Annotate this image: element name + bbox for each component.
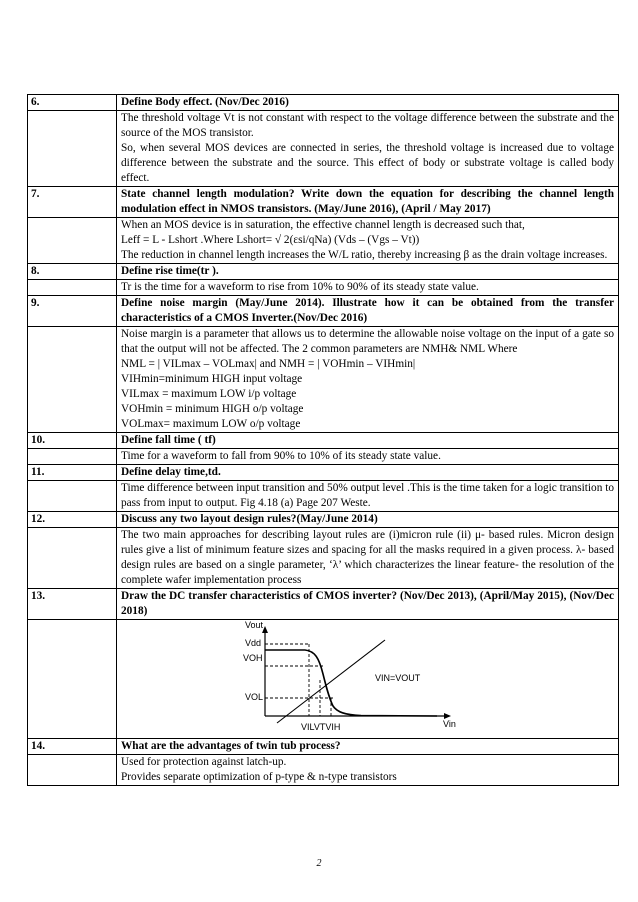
question-text: Define noise margin (May/June 2014). Illustrate how it can be obtained from the transfer characteristics of a CMOS Inverter.(Nov/Dec 2016): [117, 296, 619, 327]
answer-text: [117, 280, 619, 296]
question-number: 6.: [28, 95, 117, 111]
question-number: 8.: [28, 264, 117, 280]
question-text: Define Body effect. (Nov/Dec 2016): [117, 95, 619, 111]
qa-sheet: [27, 94, 619, 786]
answer-line: When an MOS device is in saturation, the effective channel length is decreased such that,: [121, 219, 525, 231]
qa-table: [27, 94, 619, 786]
question-number: 13.: [28, 589, 117, 620]
blank-cell: [28, 218, 117, 264]
answer-line: Noise margin is a parameter that allows us to determine the allowable noise voltage on the input of a gate so that the output will not be affected. The 2 common parameters are NMH& NML Where: [121, 328, 614, 355]
answer-row: [28, 280, 619, 296]
question-row: [28, 465, 619, 481]
answer-line: VOHmin = minimum HIGH o/p voltage: [121, 403, 304, 415]
answer-line: Tr is the time for a waveform to rise from 10% to 90% of its steady state value.: [121, 281, 479, 293]
answer-line: So, when several MOS devices are connected in series, the threshold voltage is increased due to voltage difference between the substrate and the source. This effect of body or substrate voltage is called body effect.: [121, 142, 614, 184]
blank-cell: [28, 449, 117, 465]
question-number: 14.: [28, 739, 117, 755]
threshold-labels: VILVTVIH: [301, 722, 341, 732]
answer-line: The reduction in channel length increases the W/L ratio, thereby increasing β as the drain voltage increases.: [121, 249, 608, 261]
blank-cell: [28, 111, 117, 187]
blank-cell: [28, 327, 117, 433]
vol-label: VOL: [245, 692, 264, 702]
answer-text: [117, 218, 619, 264]
answer-row: [28, 755, 619, 786]
voh-label: VOH: [243, 653, 263, 663]
answer-text: [117, 449, 619, 465]
question-number: 7.: [28, 187, 117, 218]
question-number: 10.: [28, 433, 117, 449]
answer-text: [117, 481, 619, 512]
answer-text: [117, 755, 619, 786]
page-number: 2: [316, 858, 322, 869]
blank-cell: [28, 280, 117, 296]
answer-text: [117, 327, 619, 433]
question-number: 12.: [28, 512, 117, 528]
answer-text: [117, 111, 619, 187]
answer-line: The two main approaches for describing layout rules are (i)micron rule (ii) μ- based rules. Micron design rules give a list of minimum feature sizes and spacing for all the masks required in a given process. λ- based design rules are based on a single parameter, ‘λ’ which characterizes the linear feature- the resolution of the complete wafer implementation process: [121, 529, 614, 586]
vin-label: Vin: [443, 719, 456, 729]
answer-line: NML = | VILmax – VOLmax| and NMH = | VOHmin – VIHmin|: [121, 358, 416, 370]
answer-row: [28, 481, 619, 512]
figure-row: [28, 620, 619, 739]
answer-text: [117, 528, 619, 589]
blank-cell: [28, 620, 117, 739]
cmos-transfer-characteristic-diagram: [117, 620, 622, 738]
blank-cell: [28, 755, 117, 786]
question-row: [28, 739, 619, 755]
answer-row: [28, 528, 619, 589]
question-text: Define delay time,td.: [117, 465, 619, 481]
question-row: [28, 187, 619, 218]
question-row: [28, 95, 619, 111]
answer-row: [28, 111, 619, 187]
vdd-label: Vdd: [245, 638, 262, 648]
answer-line: Provides separate optimization of p-type & n-type transistors: [121, 771, 397, 783]
question-row: [28, 589, 619, 620]
question-number: 11.: [28, 465, 117, 481]
question-row: [28, 264, 619, 280]
question-text: Draw the DC transfer characteristics of CMOS inverter? (Nov/Dec 2013), (April/May 2015), (Nov/Dec 2018): [117, 589, 619, 620]
question-text: Define fall time ( tf): [117, 433, 619, 449]
answer-line: Time for a waveform to fall from 90% to 10% of its steady state value.: [121, 450, 441, 462]
vin-equals-vout-label: VIN=VOUT: [375, 673, 421, 683]
question-row: [28, 512, 619, 528]
question-row: [28, 433, 619, 449]
question-text: State channel length modulation? Write down the equation for describing the channel length modulation effect in NMOS transistors. (May/June 2016), (April / May 2017): [117, 187, 619, 218]
transfer-curve: [265, 650, 437, 716]
answer-row: [28, 327, 619, 433]
blank-cell: [28, 528, 117, 589]
figure-cell: [117, 620, 619, 739]
question-text: What are the advantages of twin tub process?: [117, 739, 619, 755]
answer-line: VIHmin=minimum HIGH input voltage: [121, 373, 303, 385]
answer-line: Used for protection against latch-up.: [121, 756, 287, 768]
answer-line: VOLmax= maximum LOW o/p voltage: [121, 418, 301, 430]
answer-line: Time difference between input transition and 50% output level .This is the time taken for a logic transition to pass from input to output. Fig 4.18 (a) Page 207 Weste.: [121, 482, 614, 509]
blank-cell: [28, 481, 117, 512]
answer-line: The threshold voltage Vt is not constant with respect to the voltage difference between the substrate and the source of the MOS transistor.: [121, 112, 614, 139]
answer-line: Leff = L - Lshort .Where Lshort= √ 2(εsi/qNa) (Vds – (Vgs – Vt)): [121, 234, 420, 246]
vout-label: Vout: [245, 620, 264, 630]
question-text: Discuss any two layout design rules?(May/June 2014): [117, 512, 619, 528]
answer-row: [28, 218, 619, 264]
question-number: 9.: [28, 296, 117, 327]
answer-line: VILmax = maximum LOW i/p voltage: [121, 388, 297, 400]
answer-row: [28, 449, 619, 465]
question-row: [28, 296, 619, 327]
question-text: Define rise time(tr ).: [117, 264, 619, 280]
